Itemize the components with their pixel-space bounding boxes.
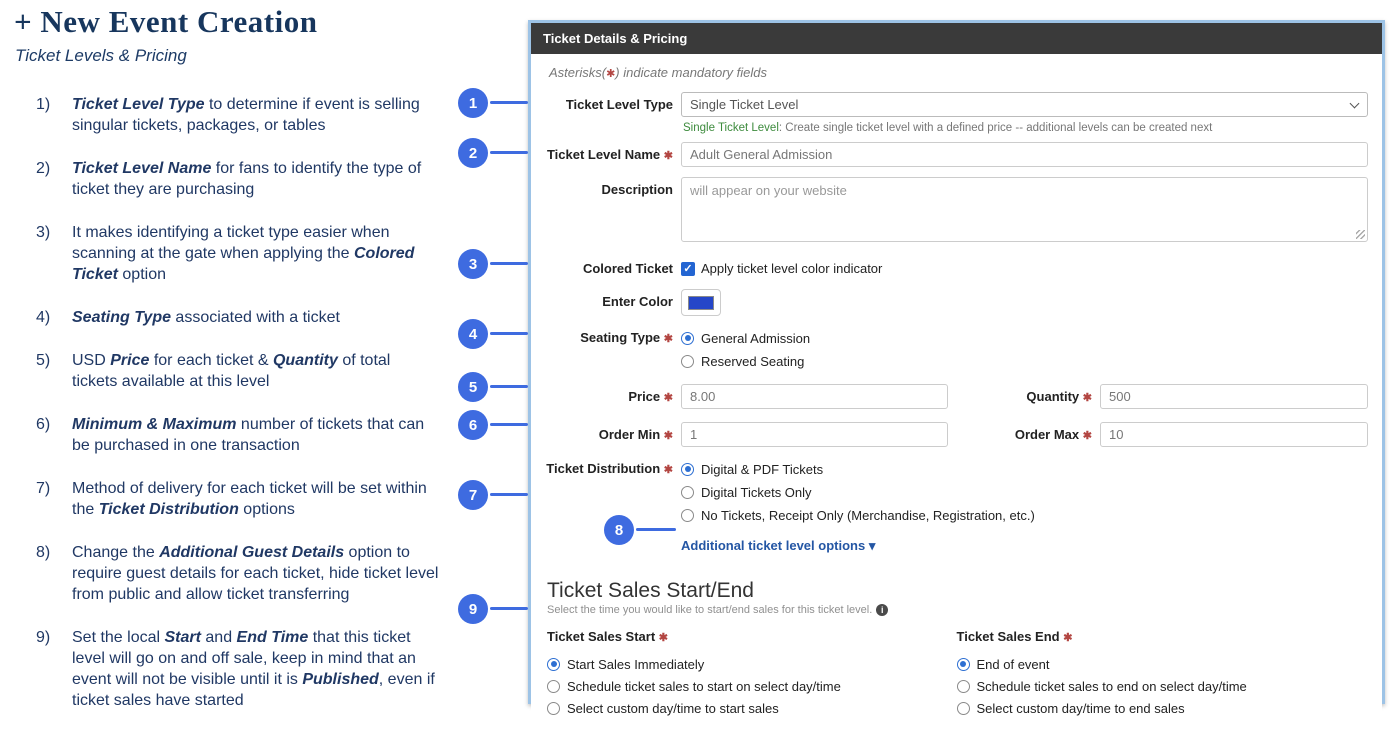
list-item-text xyxy=(72,307,440,328)
list-item-term: Start xyxy=(164,629,201,646)
ticket-distribution-label: Ticket Distribution ✱ xyxy=(546,461,673,476)
sales-start-option-immediately[interactable] xyxy=(547,655,957,673)
callout-4 xyxy=(458,319,488,349)
callout-7-line xyxy=(490,493,528,496)
enter-color-label: Enter Color xyxy=(602,294,673,309)
list-item xyxy=(36,542,440,605)
callout-3 xyxy=(458,249,488,279)
ticket-level-type-help: Single Ticket Level: Create single ticket level with a defined price -- additional levels can be created next xyxy=(683,122,1213,134)
radio-option-label: Select custom day/time to end sales xyxy=(976,700,1185,716)
order-min-max-row xyxy=(545,422,1368,447)
callout-8-line xyxy=(636,528,676,531)
callout-6-line xyxy=(490,423,528,426)
list-item-term: Ticket Level Name xyxy=(72,160,212,177)
ticket-sales-heading: Ticket Sales Start/End xyxy=(547,579,754,602)
ticket-level-type-row xyxy=(545,92,1368,134)
list-item-segment: number of tickets that can be purchased in one transaction xyxy=(72,416,425,454)
list-item-number: 8) xyxy=(36,544,51,561)
list-item-term: Ticket Distribution xyxy=(98,501,239,518)
mandatory-fields-note: Asterisks(✱) indicate mandatory fields xyxy=(549,65,768,80)
radio-unchecked-icon xyxy=(681,509,694,522)
asterisk-icon: ✱ xyxy=(1063,632,1073,644)
callout-4-line xyxy=(490,332,528,335)
radio-checked-icon xyxy=(681,332,694,345)
price-input[interactable] xyxy=(681,384,948,409)
list-item-number: 6) xyxy=(36,416,51,433)
callout-9-line xyxy=(490,607,528,610)
callout-6 xyxy=(458,410,488,440)
list-item-term: Seating Type xyxy=(72,309,171,326)
radio-unchecked-icon xyxy=(957,702,970,715)
color-picker-swatch[interactable] xyxy=(681,289,721,316)
list-item-segment: , even if ticket sales have started xyxy=(72,671,435,709)
radio-unchecked-icon xyxy=(681,355,694,368)
ticket-sales-subtitle: Select the time you would like to start/end sales for this ticket level. i xyxy=(547,604,1366,616)
callout-6-number: 6 xyxy=(468,416,478,434)
list-item xyxy=(36,307,440,328)
distribution-option-digital-pdf[interactable] xyxy=(681,460,1368,478)
sales-start-label: Ticket Sales Start ✱ xyxy=(547,629,668,644)
radio-checked-icon xyxy=(681,463,694,476)
ticket-sales-panel xyxy=(531,567,1382,729)
seating-type-label: Seating Type ✱ xyxy=(580,330,673,345)
radio-unchecked-icon xyxy=(547,702,560,715)
list-item-segment: It makes identifying a ticket type easier when scanning at the gate when applying the xyxy=(72,224,390,262)
sales-start-option-schedule[interactable] xyxy=(547,677,957,695)
list-item-term: Published xyxy=(302,671,379,688)
page-subtitle: Ticket Levels & Pricing xyxy=(15,46,187,65)
ticket-level-type-label: Ticket Level Type xyxy=(565,97,673,112)
distribution-option-no-tickets[interactable] xyxy=(681,506,1368,524)
list-item xyxy=(36,94,440,136)
callout-9-number: 9 xyxy=(468,600,478,618)
radio-checked-icon xyxy=(957,658,970,671)
info-icon[interactable]: i xyxy=(876,604,888,616)
sales-end-label: Ticket Sales End ✱ xyxy=(956,629,1073,644)
list-item-number: 9) xyxy=(36,629,51,646)
list-item-text xyxy=(72,627,440,711)
ticket-level-name-input[interactable] xyxy=(681,142,1368,167)
asterisk-icon: ✱ xyxy=(658,632,668,644)
ticket-level-name-row xyxy=(545,142,1368,167)
page-title: + New Event Creation xyxy=(14,4,318,39)
list-item-segment: to determine if event is selling singular tickets, packages, or tables xyxy=(72,96,420,134)
order-min-label: Order Min ✱ xyxy=(598,427,673,442)
callout-9 xyxy=(458,594,488,624)
radio-option-label: End of event xyxy=(976,656,1050,672)
list-item-segment: associated with a ticket xyxy=(170,309,340,326)
additional-options-row xyxy=(681,535,1368,561)
quantity-label: Quantity ✱ xyxy=(1026,389,1092,404)
seating-option-reserved-seating[interactable] xyxy=(681,352,1368,370)
enter-color-row xyxy=(545,289,1368,316)
instruction-list xyxy=(36,94,440,732)
list-item-term: Additional Guest Details xyxy=(159,544,345,561)
callout-5-line xyxy=(490,385,528,388)
list-item-segment: Method of delivery for each ticket will be set within the xyxy=(72,480,427,518)
list-item-segment: that this ticket level will go on and off sale, keep in mind that an event will not be visible until it is xyxy=(72,629,416,688)
asterisk-icon: ✱ xyxy=(663,430,673,442)
list-item-number: 4) xyxy=(36,309,51,326)
chevron-down-icon xyxy=(1350,99,1360,109)
sales-start-column xyxy=(547,629,957,721)
colored-ticket-row xyxy=(545,258,1368,276)
list-item-term: Minimum & Maximum xyxy=(72,416,237,433)
price-label: Price ✱ xyxy=(628,389,673,404)
callout-5-number: 5 xyxy=(468,378,478,396)
radio-unchecked-icon xyxy=(547,680,560,693)
asterisk-icon: ✱ xyxy=(1082,430,1092,442)
list-item-segment: Change the xyxy=(72,544,160,561)
colored-ticket-label: Colored Ticket xyxy=(582,261,673,276)
list-item-term: Quantity xyxy=(272,352,338,369)
radio-option-label: Digital Tickets Only xyxy=(701,484,812,500)
radio-checked-icon xyxy=(547,658,560,671)
ticket-form-window xyxy=(528,20,1385,716)
asterisk-icon: ✱ xyxy=(606,68,616,80)
quantity-input[interactable] xyxy=(1100,384,1368,409)
description-label: Description xyxy=(601,182,673,197)
list-item-segment: of total tickets available at this level xyxy=(72,352,391,390)
radio-option-label: Reserved Seating xyxy=(701,353,805,369)
callout-1-number: 1 xyxy=(468,94,478,112)
list-item xyxy=(36,414,440,456)
radio-option-label: No Tickets, Receipt Only (Merchandise, Registration, etc.) xyxy=(701,507,1035,523)
radio-option-label: Schedule ticket sales to end on select day/time xyxy=(976,678,1247,694)
list-item xyxy=(36,158,440,200)
list-item-text xyxy=(72,350,440,392)
asterisk-icon: ✱ xyxy=(663,464,673,476)
list-item-segment: option xyxy=(117,266,166,283)
callout-5 xyxy=(458,372,488,402)
ticket-details-panel xyxy=(531,23,1382,567)
callout-8 xyxy=(604,515,634,545)
callout-2-line xyxy=(490,151,528,154)
radio-unchecked-icon xyxy=(957,680,970,693)
list-item-segment: options xyxy=(238,501,295,518)
list-item-segment: for each ticket & xyxy=(149,352,273,369)
radio-option-label: Start Sales Immediately xyxy=(567,656,705,672)
radio-option-label: Digital & PDF Tickets xyxy=(701,461,824,477)
callout-7-number: 7 xyxy=(468,486,478,504)
callout-2-number: 2 xyxy=(468,144,478,162)
callout-2 xyxy=(458,138,488,168)
description-row xyxy=(545,177,1368,242)
sales-end-option-end-of-event[interactable] xyxy=(957,655,1367,673)
description-textarea[interactable] xyxy=(681,177,1368,242)
callout-7 xyxy=(458,480,488,510)
order-max-input[interactable] xyxy=(1100,422,1368,447)
callout-8-number: 8 xyxy=(614,521,624,539)
list-item-text xyxy=(72,222,440,285)
sales-end-column xyxy=(957,629,1367,721)
list-item-term: Ticket Level Type xyxy=(72,96,205,113)
callout-1 xyxy=(458,88,488,118)
color-swatch-fill xyxy=(688,296,714,310)
list-item-text xyxy=(72,158,440,200)
list-item-segment: for fans to identify the type of ticket they are purchasing xyxy=(72,160,422,198)
list-item-segment: and xyxy=(200,629,237,646)
order-min-input[interactable] xyxy=(681,422,948,447)
callout-3-number: 3 xyxy=(468,255,478,273)
list-item-segment: USD xyxy=(72,352,111,369)
radio-option-label: Select custom day/time to start sales xyxy=(567,700,779,716)
ticket-level-type-select[interactable] xyxy=(681,92,1368,117)
ticket-distribution-row xyxy=(545,460,1368,529)
radio-unchecked-icon xyxy=(681,486,694,499)
additional-options-link[interactable]: Additional ticket level options ▾ xyxy=(681,538,876,553)
ticket-level-type-value: Single Ticket Level xyxy=(690,97,799,112)
sales-end-option-schedule[interactable] xyxy=(957,677,1367,695)
list-item-number: 3) xyxy=(36,224,51,241)
list-item-text xyxy=(72,478,440,520)
resize-grip-icon[interactable] xyxy=(1356,230,1365,239)
asterisk-icon: ✱ xyxy=(663,392,673,404)
list-item-number: 5) xyxy=(36,352,51,369)
list-item xyxy=(36,627,440,711)
radio-option-label: Schedule ticket sales to start on select day/time xyxy=(567,678,841,694)
list-item xyxy=(36,350,440,392)
list-item-text xyxy=(72,542,440,605)
seating-type-row xyxy=(545,329,1368,375)
seating-option-general-admission[interactable] xyxy=(681,329,1368,347)
price-quantity-row xyxy=(545,384,1368,409)
caret-down-icon: ▾ xyxy=(868,538,876,553)
list-item-segment: Set the local xyxy=(72,629,165,646)
order-max-label: Order Max ✱ xyxy=(1014,427,1092,442)
sales-start-option-custom[interactable] xyxy=(547,699,957,717)
panel-title-bar: Ticket Details & Pricing xyxy=(531,23,1382,54)
asterisk-icon: ✱ xyxy=(1082,392,1092,404)
asterisk-icon: ✱ xyxy=(663,333,673,345)
radio-option-label: General Admission xyxy=(701,330,811,346)
distribution-option-digital-only[interactable] xyxy=(681,483,1368,501)
list-item-term: Colored Ticket xyxy=(72,245,415,283)
ticket-level-name-label: Ticket Level Name ✱ xyxy=(546,147,673,162)
list-item-text xyxy=(72,414,440,456)
callout-1-line xyxy=(490,101,528,104)
list-item-number: 7) xyxy=(36,480,51,497)
colored-ticket-checkbox-label: Apply ticket level color indicator xyxy=(701,261,883,276)
callout-3-line xyxy=(490,262,528,265)
list-item-term: End Time xyxy=(236,629,309,646)
asterisk-icon: ✱ xyxy=(663,150,673,162)
list-item-segment: option to require guest details for each ticket, hide ticket level from public and allow ticket transferring xyxy=(72,544,439,603)
list-item-number: 2) xyxy=(36,160,51,177)
sales-end-option-custom[interactable] xyxy=(957,699,1367,717)
list-item xyxy=(36,478,440,520)
list-item xyxy=(36,222,440,285)
description-placeholder: will appear on your website xyxy=(690,183,847,198)
checkbox-checked-icon[interactable]: ✓ xyxy=(681,262,695,276)
list-item-text xyxy=(72,94,440,136)
callout-4-number: 4 xyxy=(468,325,478,343)
list-item-number: 1) xyxy=(36,96,51,113)
list-item-term: Price xyxy=(110,352,150,369)
